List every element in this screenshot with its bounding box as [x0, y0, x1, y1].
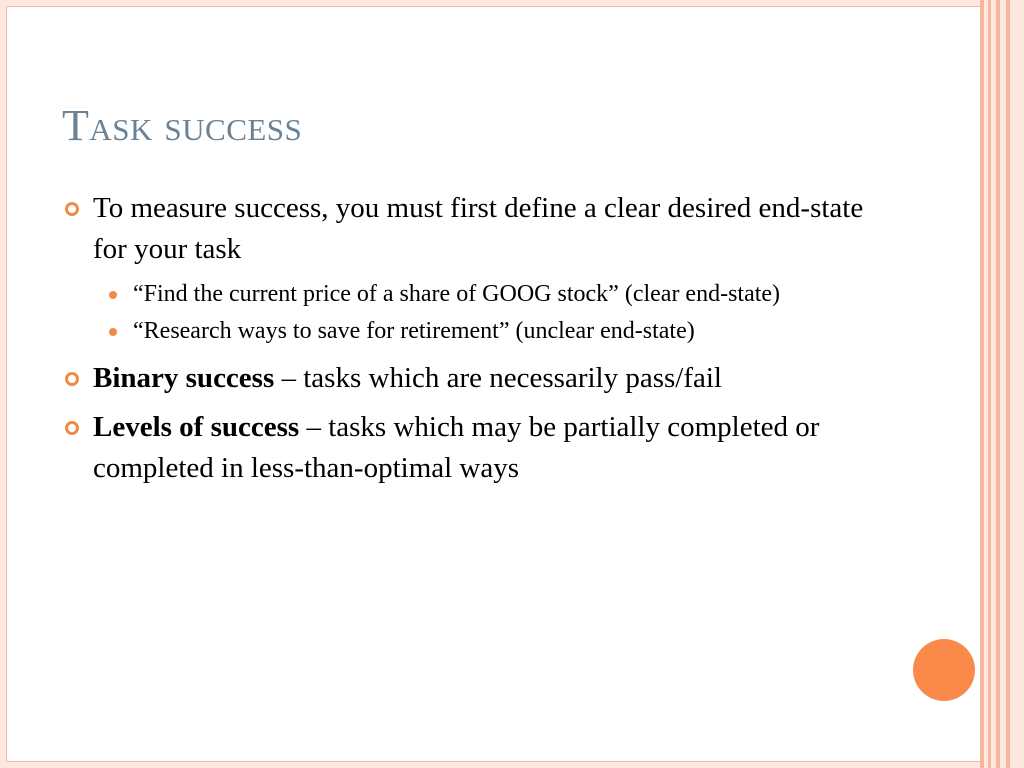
bullet-item — [62, 407, 882, 489]
dot-bullet-icon — [109, 291, 117, 299]
sub-bullet-item — [62, 315, 882, 348]
slide-content — [62, 188, 882, 497]
bullet-term: Levels of success — [93, 411, 300, 443]
bullet-item — [62, 188, 882, 270]
slide-title: Task success — [62, 101, 303, 150]
bullet-item — [62, 358, 882, 399]
ring-bullet-icon — [65, 202, 79, 216]
dot-bullet-icon — [109, 328, 117, 336]
bullet-text: To measure success, you must first define a clear desired end-state for your task — [93, 192, 864, 265]
ring-bullet-icon — [65, 421, 79, 435]
bullet-text: – tasks which may be partially completed or completed in less-than-optimal ways — [93, 411, 820, 484]
sub-bullet-item — [62, 278, 882, 311]
decor-stripe — [1010, 0, 1024, 768]
bullet-term: Binary success — [93, 362, 275, 394]
sub-bullet-text: “Find the current price of a share of GOOG stock” (clear end-state) — [133, 281, 781, 307]
sub-bullet-text: “Research ways to save for retirement” (unclear end-state) — [133, 318, 695, 344]
ring-bullet-icon — [65, 372, 79, 386]
bullet-text: – tasks which are necessarily pass/fail — [274, 362, 722, 394]
decor-orb — [913, 639, 975, 701]
